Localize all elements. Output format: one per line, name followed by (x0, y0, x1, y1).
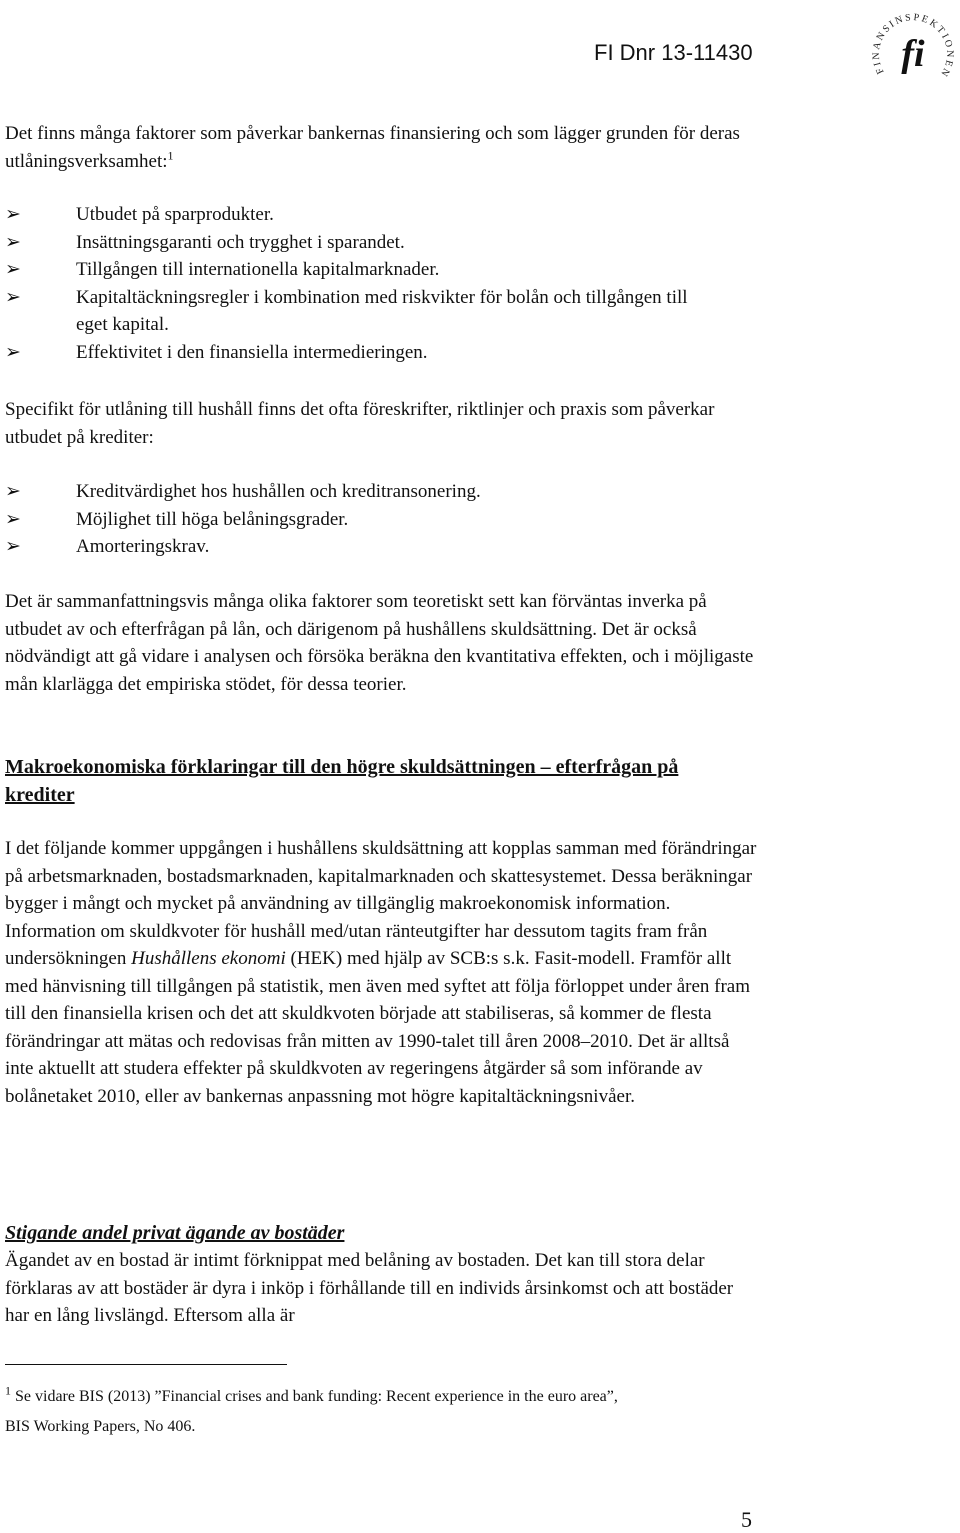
arrow-bullet-icon: ➢ (5, 536, 21, 557)
list-item: ➢ Effektivitet i den finansiella intermedieringen. (5, 339, 776, 367)
summary-paragraph: Det är sammanfattningsvis många olika faktorer som teoretiskt sett kan förväntas inverka på utbudet av och efterfrågan på lån, och därigenom på hushållens skuldsättning. Det är också nödvändigt att gå vidare i analysen och försöka beräkna den kvantitativa effekten, och i möjligaste mån klarlägga det empiriska stödet, för dessa teorier. (5, 591, 754, 695)
footnote-divider (5, 1364, 287, 1365)
list-item: ➢ Amorteringskrav. (5, 533, 776, 561)
document-reference: FI Dnr 13-11430 (594, 40, 753, 65)
arrow-bullet-icon: ➢ (5, 204, 21, 225)
macro-paragraph: I det följande kommer uppgången i hushållens skuldsättning att kopplas samman med förändringar på arbetsmarknaden, bostadsmarknaden, kapitalmarknaden och skattesystemet. Dessa beräkningar bygger i mångt och mycket på användning av tillgänglig makroekonomisk information. Information om skuldkvoter för hushåll med/utan ränteutgifter har dessutom tagits fram från undersökningen Hushållens ekonomi (HEK) med hjälp av SCB:s s.k. Fasit-modell. Framför allt med hänvisning till tillgången på statistik, men även med syftet att följa förloppet under åren fram till den finansiella krisen och det att skuldkvoten började att stabiliseras, så kommer de flesta förändringar att mätas och redovisas från mitten av 1990-talet till åren 2008–2010. Det är alltså inte aktuellt att studera effekter på skuldkvoten av regeringens åtgärder så som införande av bolånetaket 2010, eller av bankernas anpassning mot högre kapitaltäckningsnivåer. (5, 838, 757, 1107)
ownership-paragraph: Ägandet av en bostad är intimt förknippat med belåning av bostaden. Det kan till stora delar förklaras av att bostäder är dyra i inköp i förhållande till en individs årsinkomst och att bostäder har en lång livslängd. Eftersom alla är (5, 1250, 734, 1326)
bullet-list-credit-rules (5, 478, 776, 561)
section-heading: Makroekonomiska förklaringar till den högre skuldsättningen – efterfrågan på krediter (5, 756, 679, 806)
svg-text:FINANSINSPEKTIONEN: FINANSINSPEKTIONEN (870, 12, 956, 80)
intro-paragraph: Det finns många faktorer som påverkar bankernas finansiering och som lägger grunden för deras utlåningsverksamhet:$^1$ (5, 123, 740, 172)
arrow-bullet-icon: ➢ (5, 508, 21, 530)
list-item: ➢ Kreditvärdighet hos hushållen och kreditransonering. (5, 478, 776, 506)
subsection-heading: Stigande andel privat ägande av bostäder (5, 1222, 345, 1244)
arrow-bullet-icon: ➢ (5, 481, 21, 502)
arrow-bullet-icon: ➢ (5, 286, 21, 308)
credit-regulation-paragraph: Specifikt för utlåning till hushåll finns det ofta föreskrifter, riktlinjer och praxis som påverkar utbudet på krediter: (5, 399, 715, 448)
bullet-list-funding-factors (5, 201, 776, 366)
list-item: ➢ Tillgången till internationella kapitalmarknader. (5, 256, 776, 284)
finansinspektionen-logo-icon (868, 4, 958, 94)
arrow-bullet-icon: ➢ (5, 341, 21, 363)
page-number: 5 (741, 1507, 752, 1532)
svg-text:fi: fi (901, 33, 925, 75)
list-item: ➢ Kapitaltäckningsregler i kombination med riskvikter för bolån och tillgången till eget kapital. (5, 284, 716, 339)
footnote: $^1$ Se vidare BIS (2013) ”Financial crises and bank funding: Recent experience in the euro area”, BIS Working Papers, No 406. (5, 1383, 618, 1435)
arrow-bullet-icon: ➢ (5, 231, 21, 253)
arrow-bullet-icon: ➢ (5, 259, 21, 280)
list-item: ➢ Insättningsgaranti och trygghet i sparandet. (5, 229, 776, 257)
list-item: ➢ Möjlighet till höga belåningsgrader. (5, 506, 776, 534)
list-item: ➢ Utbudet på sparprodukter. (5, 201, 776, 229)
footnote-ref: 1 (167, 148, 174, 163)
